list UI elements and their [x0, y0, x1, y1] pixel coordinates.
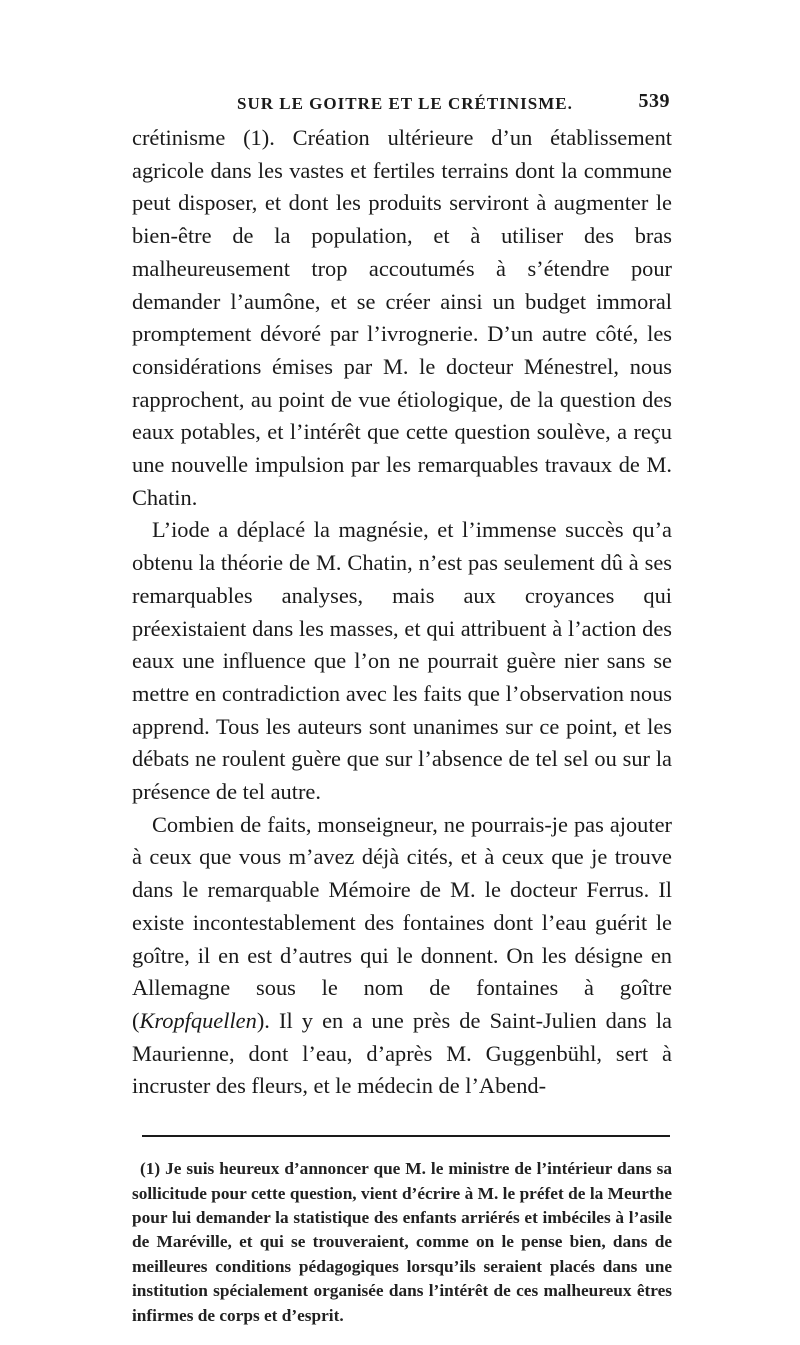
book-page: [132, 88, 672, 1345]
paragraph-3-text-end: ). Il y en a une près de Saint-Julien dans la Maurienne, dont l’eau, d’après M. Guggenbühl, sert à incruster des fleurs, et le médecin de l’Abend-: [132, 1007, 672, 1099]
page-number: 539: [638, 90, 670, 112]
running-head: [132, 88, 672, 122]
italic-term: Kropfquellen: [139, 1007, 257, 1033]
footnote: (1) Je suis heureux d’annoncer que M. le ministre de l’intérieur dans sa sollicitude pour cette question, vient d’écrire à M. le préfet de la Meurthe pour lui demander la statistique des enfants arriérés et imbéciles à l’asile de Maréville, et qui se trouveraient, comme on le pense bien, dans de meilleures conditions pédagogiques lorsqu’ils seraient placés dans une institution spécialement organisée dans l’intérêt de ces malheureux êtres infirmes de corps et d’esprit.: [132, 1159, 672, 1325]
running-title: SUR LE GOITRE ET LE CRÉTINISME.: [237, 94, 573, 113]
body-text: [132, 122, 672, 1103]
paragraph-1: crétinisme (1). Création ultérieure d’un établissement agricole dans les vastes et fertiles terrains dont la commune peut disposer, et dont les produits serviront à augmenter le bien-être de la population, et à utiliser des bras malheureusement trop accoutumés à s’étendre pour demander l’aumône, et se créer ainsi un budget immoral promptement dévoré par l’ivrognerie. D’un autre côté, les considérations émises par M. le docteur Ménestrel, nous rapprochent, au point de vue étiologique, de la question des eaux potables, et l’intérêt que cette question soulève, a reçu une nouvelle impulsion par les remarquables travaux de M. Chatin.: [132, 125, 672, 510]
footnote-divider: [142, 1135, 670, 1137]
paragraph-2: L’iode a déplacé la magnésie, et l’immense succès qu’a obtenu la théorie de M. Chatin, n’est pas seulement dû à ses remarquables analyses, mais aux croyances qui préexistaient dans les masses, et qui attribuent à l’action des eaux une influence que l’on ne pourrait guère nier sans se mettre en contradiction avec les faits que l’observation nous apprend. Tous les auteurs sont unanimes sur ce point, et les débats ne roulent guère que sur l’absence de tel sel ou sur la présence de tel autre.: [132, 517, 672, 805]
paragraph-3-text-start: Combien de faits, monseigneur, ne pourrais-je pas ajouter à ceux que vous m’avez déjà cités, et à ceux que je trouve dans le remarquable Mémoire de M. le docteur Ferrus. Il existe incontestablement des fontaines dont l’eau guérit le goître, il en est d’autres qui le donnent. On les désigne en Allemagne sous le nom de fontaines à goître (: [132, 811, 672, 1033]
paragraph-3: [132, 809, 672, 1103]
